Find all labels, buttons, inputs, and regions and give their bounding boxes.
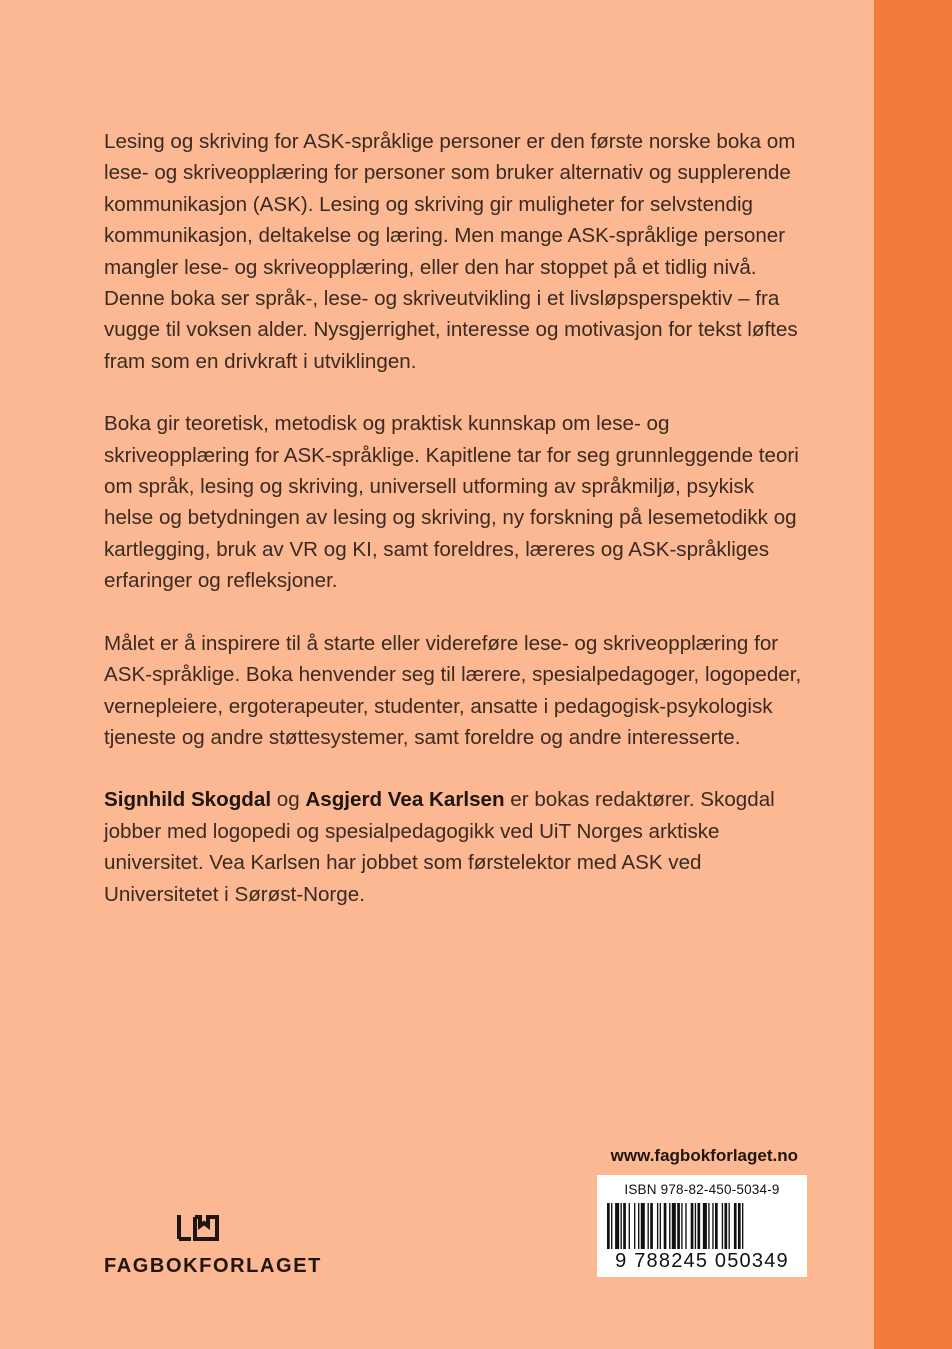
barcode-icon xyxy=(607,1203,797,1249)
blurb-paragraph-2: Boka gir teoretisk, metodisk og praktisk kunnskap om lese- og skriveopplæring for ASK-språklige. Kapitlene tar for seg grunnleggende teori om språk, lesing og skriving, universell utforming av språkmiljø, psykisk helse og betydningen av lesing og skriving, ny forskning på lesemetodikk og kartlegging, bruk av VR og KI, samt foreldres, læreres og ASK-språkliges erfaringer og refleksjoner. xyxy=(104,412,799,593)
isbn-label: ISBN 978-82-450-5034-9 xyxy=(624,1182,780,1197)
editor-name-1: Signhild Skogdal xyxy=(104,788,272,812)
publisher-name: FAGBOKFORLAGET xyxy=(104,1255,322,1277)
blurb-text xyxy=(104,126,804,941)
blurb-paragraph-3: Målet er å inspirere til å starte eller videreføre lese- og skriveopplæring for ASK-språklige. Boka henvender seg til lærere, spesialpedagoger, logopeder, vernepleiere, ergoterapeuter, studenter, ansatte i pedagogisk-psykologisk tjeneste og andre støttesystemer, samt foreldre og andre interesserte. xyxy=(104,631,802,749)
isbn-barcode xyxy=(597,1175,807,1277)
book-logo-icon xyxy=(176,1212,220,1242)
publisher-website[interactable]: www.fagbokforlaget.no xyxy=(610,1146,798,1165)
blurb-paragraph-1: Lesing og skriving for ASK-språklige personer er den første norske boka om lese- og skriveopplæring for personer som bruker alternativ og supplerende kommunikasjon (ASK). Lesing og skriving gir muligheter for selvstendig kommunikasjon, deltakelse og læring. Men mange ASK-språklige personer mangler lese- og skriveopplæring, eller den har stoppet på et tidlig nivå. Denne boka ser språk-, lese- og skriveutvikling i et livsløpsperspektiv – fra vugge til voksen alder. Nysgjerrighet, interesse og motivasjon for tekst løftes fram som en drivkraft i utviklingen. xyxy=(104,130,798,373)
editors-paragraph xyxy=(104,784,804,910)
editor-connector: og xyxy=(271,788,306,812)
publisher-logo xyxy=(104,1212,322,1278)
isbn-digits: 9 788245 050349 xyxy=(615,1250,789,1272)
spine-strip xyxy=(874,0,952,1349)
editors-description: er bokas redaktører. Skogdal jobber med logopedi og spesialpedagogikk ved UiT Norges arktiske universitet. Vea Karlsen har jobbet som førstelektor med ASK ved Universitetet i Sørøst-Norge. xyxy=(104,788,775,906)
editor-name-2: Asgjerd Vea Karlsen xyxy=(305,788,505,812)
